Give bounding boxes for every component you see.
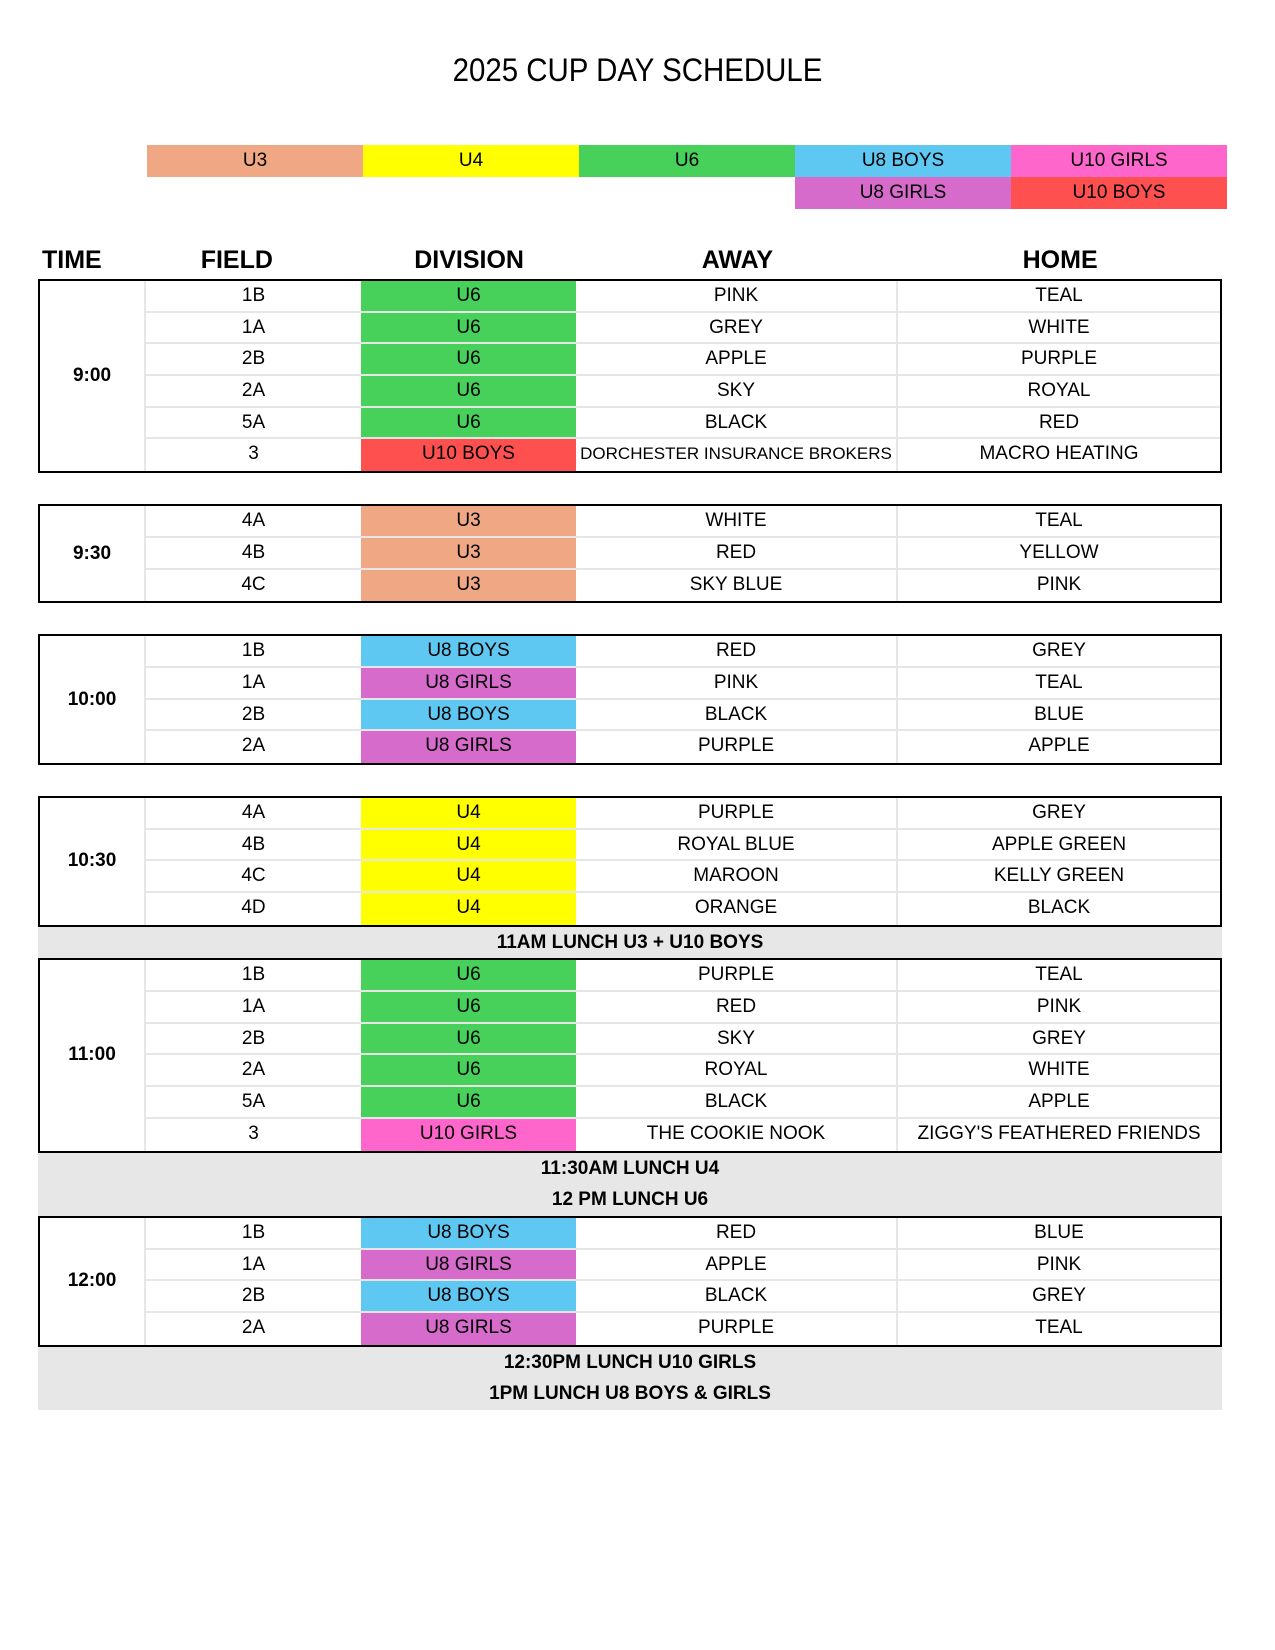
division-cell: U6 — [361, 1024, 576, 1054]
home-team-cell: GREY — [1032, 801, 1086, 823]
header-division: DIVISION — [414, 246, 524, 274]
table-row — [146, 439, 1220, 471]
legend-item: U10 BOYS — [1011, 177, 1227, 209]
home-team-cell: YELLOW — [1019, 541, 1099, 563]
table-row — [146, 830, 1220, 862]
field-cell: 1A — [241, 316, 266, 338]
legend-item: U8 GIRLS — [795, 177, 1011, 209]
table-row — [146, 1087, 1220, 1119]
table-row — [146, 861, 1220, 893]
home-team-cell: ROYAL — [1027, 380, 1091, 402]
away-team-cell: PINK — [576, 668, 898, 698]
away-team-cell: RED — [576, 992, 898, 1022]
away-team-cell: THE COOKIE NOOK — [576, 1119, 898, 1151]
division-cell: U4 — [361, 861, 576, 891]
home-team-cell: PINK — [1036, 996, 1082, 1018]
block-spacer — [38, 473, 1222, 504]
home-team-cell: ZIGGY'S FEATHERED FRIENDS — [917, 1122, 1201, 1144]
division-cell: U6 — [361, 1087, 576, 1117]
home-team-cell: TEAL — [1035, 510, 1083, 532]
away-team-cell: SKY BLUE — [576, 570, 898, 602]
home-team-cell: TEAL — [1035, 1316, 1083, 1338]
away-team-cell: PURPLE — [576, 1313, 898, 1345]
time-block — [38, 279, 1222, 473]
table-row — [146, 506, 1220, 538]
away-team-cell: RED — [576, 1218, 898, 1248]
division-cell: U6 — [361, 408, 576, 438]
table-row — [146, 1250, 1220, 1282]
away-team-cell: RED — [576, 538, 898, 568]
time-block — [38, 1216, 1222, 1347]
table-row — [146, 408, 1220, 440]
header-home: HOME — [1022, 246, 1098, 274]
field-cell: 2B — [241, 348, 266, 370]
time-slot: 11:00 — [40, 960, 146, 1150]
legend-item: U3 — [147, 145, 363, 177]
division-cell: U8 GIRLS — [361, 1313, 576, 1345]
field-cell: 2B — [241, 1027, 266, 1049]
time-slot: 9:00 — [40, 281, 146, 471]
lunch-banner — [38, 927, 1222, 959]
division-cell: U6 — [361, 344, 576, 374]
field-cell: 1B — [241, 285, 266, 306]
field-cell: 3 — [248, 443, 259, 465]
table-row — [146, 700, 1220, 732]
block-spacer — [38, 765, 1222, 796]
table-row — [146, 893, 1220, 925]
legend-row — [147, 145, 1227, 177]
field-cell: 2A — [241, 735, 266, 757]
away-team-cell: BLACK — [576, 408, 898, 438]
page-title: 2025 CUP DAY SCHEDULE — [452, 52, 823, 88]
legend-spacer — [363, 177, 579, 209]
schedule-table — [38, 279, 1222, 1410]
field-cell: 2B — [241, 703, 266, 725]
away-team-cell: SKY — [576, 1024, 898, 1054]
away-team-cell: ORANGE — [576, 893, 898, 925]
division-cell: U6 — [361, 992, 576, 1022]
home-team-cell: PINK — [1036, 1253, 1082, 1275]
game-rows — [146, 281, 1220, 471]
header-away: AWAY — [701, 246, 774, 274]
division-cell: U8 BOYS — [361, 1281, 576, 1311]
home-team-cell: APPLE — [1028, 1091, 1090, 1113]
legend-spacer — [579, 177, 795, 209]
column-headers — [38, 244, 1222, 276]
field-cell: 1A — [241, 1253, 266, 1275]
away-team-cell: PURPLE — [576, 798, 898, 828]
away-team-cell: ROYAL BLUE — [576, 830, 898, 860]
home-team-cell: TEAL — [1035, 964, 1083, 986]
time-block — [38, 504, 1222, 603]
division-cell: U8 BOYS — [361, 1218, 576, 1248]
table-row — [146, 798, 1220, 830]
field-cell: 2A — [241, 380, 266, 402]
division-cell: U6 — [361, 313, 576, 343]
home-team-cell: MACRO HEATING — [979, 443, 1139, 465]
division-cell: U3 — [361, 506, 576, 536]
lunch-note: 11AM LUNCH U3 + U10 BOYS — [496, 931, 764, 953]
game-rows — [146, 506, 1220, 601]
header-time: TIME — [42, 246, 102, 274]
table-row — [146, 1281, 1220, 1313]
table-row — [146, 1024, 1220, 1056]
table-row — [146, 636, 1220, 668]
field-cell: 4A — [241, 801, 266, 823]
table-row — [146, 1055, 1220, 1087]
time-slot: 10:00 — [40, 636, 146, 763]
home-team-cell: BLUE — [1034, 1221, 1084, 1243]
header-field: FIELD — [200, 246, 273, 274]
table-row — [146, 1218, 1220, 1250]
away-team-cell: APPLE — [576, 344, 898, 374]
away-team-cell: PINK — [576, 281, 898, 311]
home-team-cell: APPLE — [1028, 735, 1090, 757]
time-slot: 10:30 — [40, 798, 146, 925]
away-team-cell: RED — [576, 636, 898, 666]
field-cell: 1B — [241, 964, 266, 986]
lunch-banner — [38, 1153, 1222, 1216]
away-team-cell: ROYAL — [576, 1055, 898, 1085]
legend-item: U6 — [579, 145, 795, 177]
home-team-cell: PINK — [1036, 573, 1082, 595]
division-color-legend — [147, 145, 1227, 209]
division-cell: U4 — [361, 893, 576, 925]
away-team-cell: APPLE — [576, 1250, 898, 1280]
legend-item: U4 — [363, 145, 579, 177]
division-cell: U8 GIRLS — [361, 668, 576, 698]
field-cell: 1B — [241, 640, 266, 662]
game-rows — [146, 798, 1220, 925]
home-team-cell: TEAL — [1035, 285, 1083, 306]
division-cell: U6 — [361, 376, 576, 406]
lunch-note: 11:30AM LUNCH U4 — [540, 1157, 720, 1179]
division-cell: U4 — [361, 830, 576, 860]
division-cell: U8 GIRLS — [361, 731, 576, 763]
legend-item: U8 BOYS — [795, 145, 1011, 177]
division-cell: U6 — [361, 1055, 576, 1085]
away-team-cell: BLACK — [576, 1087, 898, 1117]
table-row — [146, 281, 1220, 313]
legend-spacer — [147, 177, 363, 209]
home-team-cell: GREY — [1032, 1027, 1086, 1049]
table-row — [146, 313, 1220, 345]
time-block — [38, 796, 1222, 927]
division-cell: U3 — [361, 570, 576, 602]
field-cell: 4C — [241, 573, 266, 595]
away-team-cell: SKY — [576, 376, 898, 406]
division-cell: U6 — [361, 281, 576, 311]
home-team-cell: TEAL — [1035, 671, 1083, 693]
lunch-note: 12 PM LUNCH U6 — [551, 1189, 709, 1211]
table-row — [146, 960, 1220, 992]
time-block — [38, 634, 1222, 765]
away-team-cell: BLACK — [576, 1281, 898, 1311]
field-cell: 1A — [241, 996, 266, 1018]
field-cell: 4A — [241, 510, 266, 532]
home-team-cell: GREY — [1032, 640, 1086, 662]
division-cell: U8 BOYS — [361, 636, 576, 666]
lunch-banner — [38, 1347, 1222, 1410]
division-cell: U8 BOYS — [361, 700, 576, 730]
away-team-cell: BLACK — [576, 700, 898, 730]
field-cell: 1B — [241, 1221, 266, 1243]
field-cell: 3 — [248, 1122, 259, 1144]
field-cell: 1A — [241, 671, 266, 693]
time-slot: 9:30 — [40, 506, 146, 601]
division-cell: U10 BOYS — [361, 439, 576, 471]
division-cell: U8 GIRLS — [361, 1250, 576, 1280]
home-team-cell: RED — [1038, 411, 1080, 433]
table-row — [146, 731, 1220, 763]
away-team-cell: PURPLE — [576, 960, 898, 990]
table-row — [146, 570, 1220, 602]
time-block — [38, 958, 1222, 1152]
game-rows — [146, 1218, 1220, 1345]
away-team-cell: DORCHESTER INSURANCE BROKERS — [576, 439, 898, 471]
table-row — [146, 668, 1220, 700]
away-team-cell: PURPLE — [576, 731, 898, 763]
lunch-note: 1PM LUNCH U8 BOYS & GIRLS — [489, 1383, 771, 1405]
table-row — [146, 1313, 1220, 1345]
table-row — [146, 1119, 1220, 1151]
field-cell: 2A — [241, 1316, 266, 1338]
field-cell: 2A — [241, 1059, 266, 1081]
field-cell: 4B — [241, 833, 266, 855]
field-cell: 4D — [241, 897, 266, 918]
home-team-cell: GREY — [1032, 1285, 1086, 1307]
block-spacer — [38, 603, 1222, 634]
game-rows — [146, 960, 1220, 1150]
field-cell: 5A — [241, 1091, 266, 1113]
home-team-cell: KELLY GREEN — [993, 865, 1125, 887]
field-cell: 4B — [241, 541, 266, 563]
legend-item: U10 GIRLS — [1011, 145, 1227, 177]
table-row — [146, 344, 1220, 376]
home-team-cell: APPLE GREEN — [991, 833, 1127, 855]
game-rows — [146, 636, 1220, 763]
table-row — [146, 992, 1220, 1024]
division-cell: U10 GIRLS — [361, 1119, 576, 1151]
home-team-cell: WHITE — [1028, 316, 1090, 338]
home-team-cell: WHITE — [1028, 1059, 1090, 1081]
legend-row — [147, 177, 1227, 209]
field-cell: 4C — [241, 865, 266, 887]
time-slot: 12:00 — [40, 1218, 146, 1345]
division-cell: U3 — [361, 538, 576, 568]
away-team-cell: GREY — [576, 313, 898, 343]
table-row — [146, 376, 1220, 408]
away-team-cell: MAROON — [576, 861, 898, 891]
away-team-cell: WHITE — [576, 506, 898, 536]
lunch-note: 12:30PM LUNCH U10 GIRLS — [503, 1351, 757, 1373]
home-team-cell: PURPLE — [1020, 348, 1098, 370]
home-team-cell: BLACK — [1027, 897, 1091, 918]
division-cell: U4 — [361, 798, 576, 828]
division-cell: U6 — [361, 960, 576, 990]
field-cell: 5A — [241, 411, 266, 433]
home-team-cell: BLUE — [1034, 703, 1084, 725]
table-row — [146, 538, 1220, 570]
field-cell: 2B — [241, 1285, 266, 1307]
